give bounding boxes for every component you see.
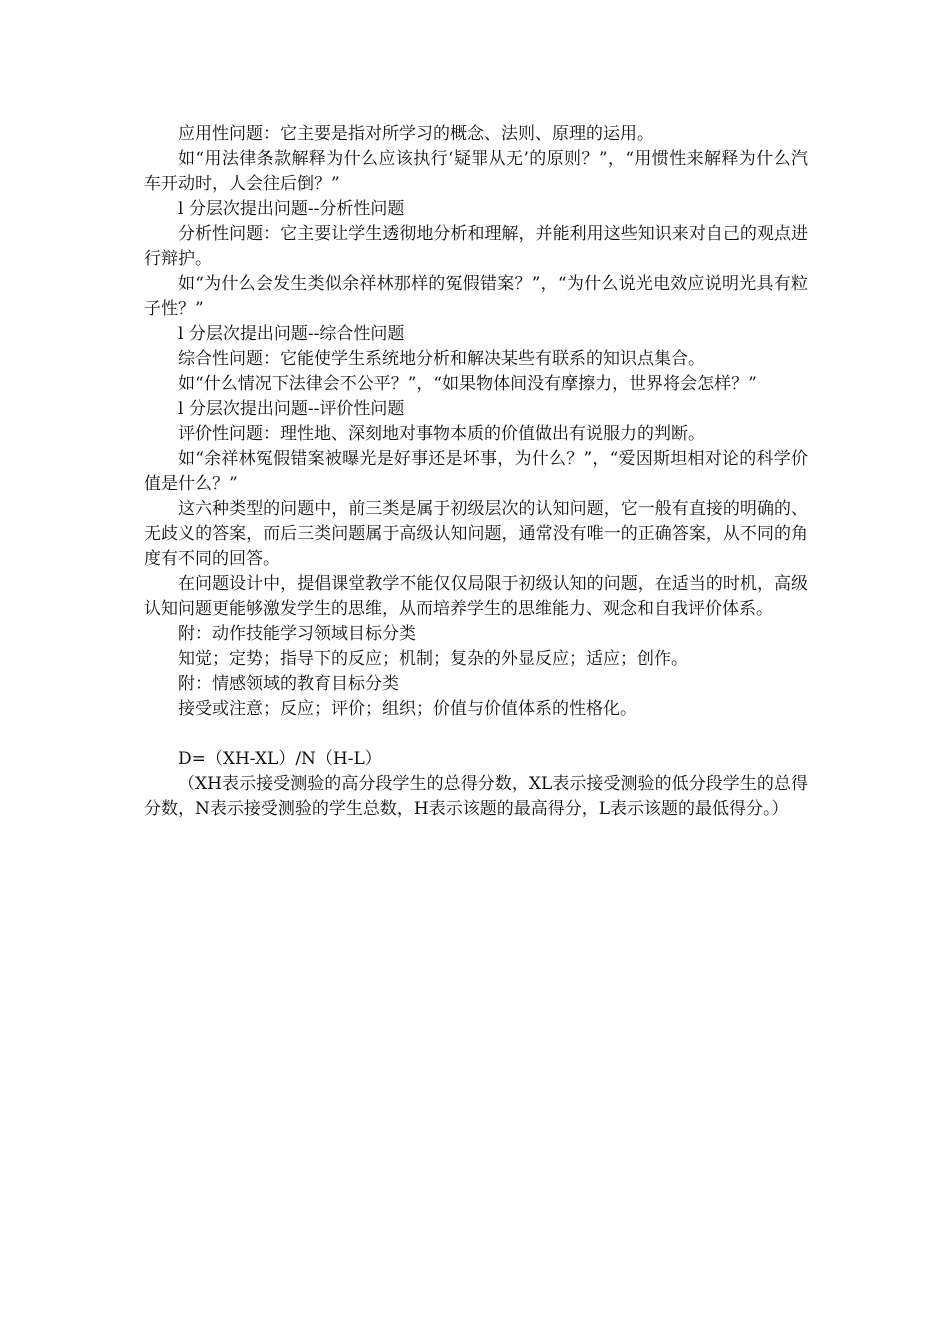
- document-body: [144, 122, 808, 822]
- paragraph-evaluation-definition: 评价性问题：理性地、深刻地对事物本质的价值做出有说服力的判断。: [178, 424, 705, 444]
- paragraph-synthesis-examples: 如“什么情况下法律会不公平？”，“如果物体间没有摩擦力，世界将会怎样？”: [178, 374, 757, 394]
- heading-analysis-questions: l 分层次提出问题--分析性问题: [178, 199, 405, 219]
- formula-discrimination-index: D=（XH-XL）/N（H-L）: [178, 749, 382, 769]
- heading-affective-domain-appendix: 附：情感领域的教育目标分类: [178, 674, 399, 694]
- blank-line: [144, 722, 808, 747]
- paragraph-formula-explanation: （XH表示接受测验的高分段学生的总得分数，XL表示接受测验的低分段学生的总得分数，N表示接受测验的学生总数，H表示该题的最高得分，L表示该题的最低得分。）: [144, 774, 808, 819]
- heading-evaluation-questions: l 分层次提出问题--评价性问题: [178, 399, 405, 419]
- paragraph-affective-domain-list: 接受或注意；反应；评价；组织；价值与价值体系的性格化。: [178, 699, 637, 719]
- paragraph-analysis-examples: 如“为什么会发生类似余祥林那样的冤假错案？”，“为什么说光电效应说明光具有粒子性？”: [144, 274, 808, 319]
- paragraph-question-design: 在问题设计中，提倡课堂教学不能仅仅局限于初级认知的问题，在适当的时机，高级认知问题更能够激发学生的思维，从而培养学生的思维能力、观念和自我评价体系。: [144, 574, 808, 619]
- paragraph-application-examples: 如“用法律条款解释为什么应该执行‘疑罪从无’的原则？”，“用惯性来解释为什么汽车开动时，人会往后倒？”: [144, 149, 808, 194]
- heading-synthesis-questions: l 分层次提出问题--综合性问题: [178, 324, 405, 344]
- paragraph-application-definition: 应用性问题：它主要是指对所学习的概念、法则、原理的运用。: [178, 124, 654, 144]
- heading-motor-skills-appendix: 附：动作技能学习领域目标分类: [178, 624, 416, 644]
- paragraph-evaluation-examples: 如“余祥林冤假错案被曝光是好事还是坏事，为什么？”，“爱因斯坦相对论的科学价值是什么？”: [144, 449, 808, 494]
- paragraph-six-types-summary: 这六种类型的问题中，前三类是属于初级层次的认知问题，它一般有直接的明确的、无歧义的答案，而后三类问题属于高级认知问题，通常没有唯一的正确答案，从不同的角度有不同的回答。: [144, 499, 808, 569]
- paragraph-motor-skills-list: 知觉；定势；指导下的反应；机制；复杂的外显反应；适应；创作。: [178, 649, 688, 669]
- paragraph-analysis-definition: 分析性问题：它主要让学生透彻地分析和理解，并能利用这些知识来对自己的观点进行辩护。: [144, 224, 808, 269]
- paragraph-synthesis-definition: 综合性问题：它能使学生系统地分析和解决某些有联系的知识点集合。: [178, 349, 705, 369]
